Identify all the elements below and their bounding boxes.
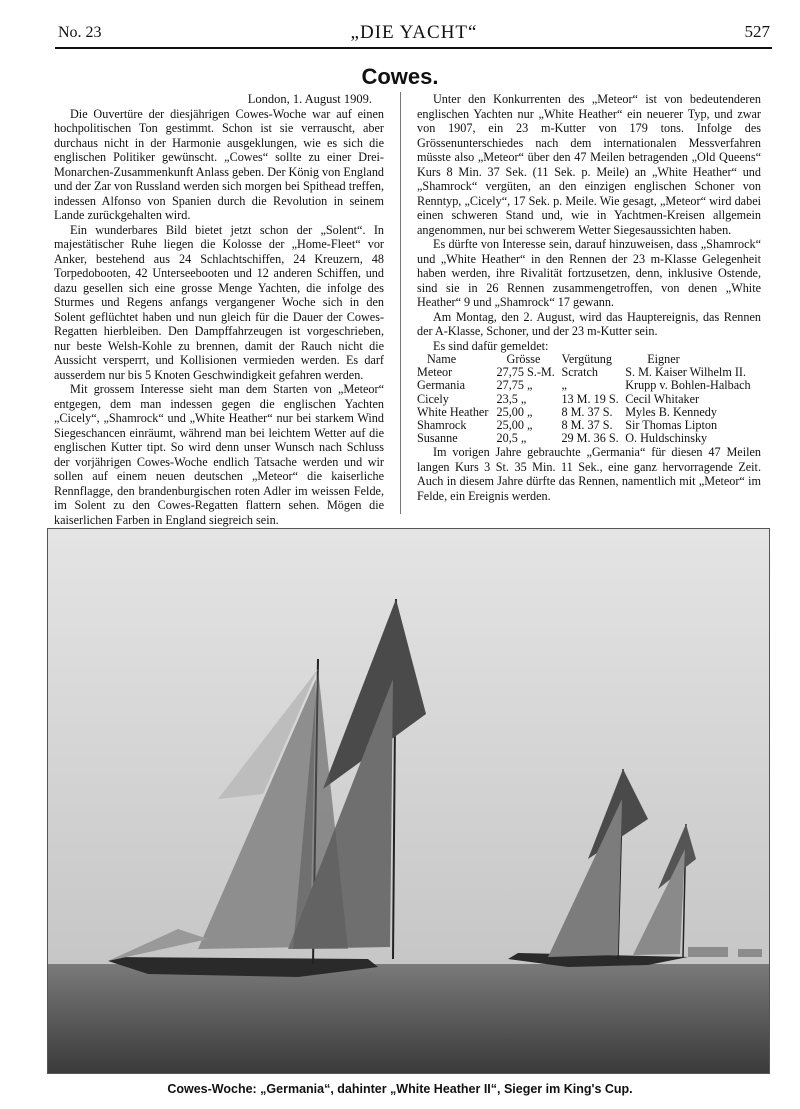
page-header (58, 22, 770, 46)
paragraph: Unter den Konkurrenten des „Meteor“ ist von bedeutenderen englischen Yachten nur „White Heather“ ein neuerer Typ, und zwar von 1907, ein 23 m-Kutter von 179 tons. Infolge des Grössenunterschiedes nach dem internationalen Messverfahren müsste also „Meteor“ über den 47 Meilen betragenden „Old Queens“ Kurs 8 Min. 37 Sek. (11 Sek. p. Meile) an „White Heather“ und „Shamrock“ vergüten, an den einzigen englischen Schoner von Renntyp, „Cicely“, 17 Sek. p. Meile. Wie gesagt, „Meteor“ wird dabei einen schweren Stand und, wie in Yachtmen-Kreisen allgemein angenommen, nur bei schwerem Wetter Siegesaussichten haben. (417, 92, 761, 237)
table-cell: 29 M. 36 S. (561, 431, 619, 446)
table-cell: Myles B. Kennedy (625, 404, 717, 419)
page-number: 527 (744, 22, 770, 41)
column-header: Vergütung (561, 352, 612, 366)
table-cell: Meteor (417, 365, 453, 380)
magazine-title: „DIE YACHT“ (350, 22, 478, 43)
photo-caption: Cowes-Woche: „Germania“, dahinter „White Heather II“, Sieger im King's Cup. (167, 1082, 633, 1096)
table-cell: 13 M. 19 S. (561, 391, 619, 406)
regatta-photograph (47, 528, 770, 1074)
table-cell: White Heather (417, 404, 489, 419)
table-cell: Cicely (417, 391, 449, 406)
table-cell: Scratch (561, 365, 598, 380)
paragraph: Mit grossem Interesse sieht man dem Starten von „Meteor“ entgegen, dem man indessen gegen die englischen Yachten „Cicely“, „Shamrock“ und „White Heather“ nur bei starkem Wind Siegeschancen einräumt, während man bei leichtem Wetter auf die englischen Kutter tipt. So wird denn unser Wunsch nach Schluss der vorjährigen Cowes-Woche endlich Tatsache werden und wir sollen auf einem neuen deutschen „Meteor“ die kaiserliche Rennflagge, den brandenburgischen roten Adler im weissen Felde, im Solent zu den Cowes-Regatten flattern sehen. Mögen die kaiserlichen Farben in England siegreich sein. (54, 382, 384, 527)
table-cell: S. M. Kaiser Wilhelm II. (625, 365, 747, 380)
table-row (417, 393, 765, 406)
column-divider (400, 92, 401, 514)
table-cell: Germania (417, 378, 466, 393)
right-column (417, 92, 761, 503)
table-cell: 23,5 „ (496, 391, 527, 406)
column-header: Name (427, 352, 457, 366)
table-row (417, 379, 765, 392)
table-cell: Sir Thomas Lipton (625, 418, 718, 433)
left-column (54, 92, 384, 527)
paragraph: Es dürfte von Interesse sein, darauf hinzuweisen, dass „Shamrock“ und „White Heather“ in den Rennen der 23 m-Klasse Gelegenheit haben werden, ihre Rivalität fortzusetzen, denn, inklusive Ostende, sind sie in 26 Rennen zusammengetroffen, von denen „White Heather“ 9 und „Shamrock“ 17 gewann. (417, 237, 761, 309)
schooner-illustration (48, 529, 769, 1073)
paragraph: Am Montag, den 2. August, wird das Hauptereignis, das Rennen der A-Klasse, Schoner, und der 23 m-Kutter sein. (417, 309, 761, 338)
table-cell: 20,5 „ (496, 431, 527, 446)
table-cell: 8 M. 37 S. (561, 404, 613, 419)
table-cell: 27,75 S.-M. (496, 365, 555, 380)
table-cell: 27,75 „ (496, 378, 533, 393)
column-header: Eigner (647, 352, 680, 366)
table-cell: 25,00 „ (496, 418, 533, 433)
table-row (417, 432, 765, 445)
table-cell: Krupp v. Bohlen-Halbach (625, 378, 751, 393)
paragraph: Im vorigen Jahre gebrauchte „Germania“ für diesen 47 Meilen langen Kurs 3 St. 35 Min. 11 Sek., eine ganz hervorragende Zeit. Auch in diesem Jahre dürfte das Rennen, namentlich mit „Meteor“ im Felde, ein Ereignis werden. (417, 445, 761, 503)
article-title: Cowes. (361, 64, 439, 89)
table-cell: 25,00 „ (496, 404, 533, 419)
table-cell: Shamrock (417, 418, 467, 433)
table-cell: O. Huldschinsky (625, 431, 708, 446)
table-cell: „ (561, 378, 567, 393)
table-cell: Susanne (417, 431, 458, 446)
paragraph: Ein wunderbares Bild bietet jetzt schon der „Solent“. In majestätischer Ruhe liegen die Kolosse der „Home-Fleet“ vor Anker, bestehend aus 24 Schlachtschiffen, 24 Kreuzern, 48 Torpedobooten, 42 Unterseebooten und 12 anderen Schiffen, und dazu gesellen sich eine grosse Menge Yachten, die infolge des Sturmes und Regens anfangs vergangener Woche sich in den Solent geflüchtet haben und nun gleich für die Dauer der Cowes-Regatten hierbleiben. Den Dampffahrzeugen ist vorgeschrieben, nur beste Welsh-Kohle zu brennen, damit der Rauch nicht die Aussicht versperrt, und Kollisionen vermieden werden. Es darf ausserdem nur bis 5 Knoten Geschwindigkeit gefahren werden. (54, 222, 384, 382)
entries-table (417, 353, 765, 445)
column-header: Grösse (506, 352, 541, 366)
issue-number: No. 23 (58, 24, 102, 41)
dateline: London, 1. August 1909. (247, 92, 372, 106)
header-rule (55, 47, 772, 49)
paragraph: Die Ouvertüre der diesjährigen Cowes-Woche war auf einen hochpolitischen Ton gestimmt. Schon ist sie verrauscht, aber durchaus nicht in der Harmonie ausgeklungen, wie es sich die englischen Politiker gewünscht. „Cowes“ sollte zu einer Drei-Monarchen-Zusammenkunft Anlass geben. Der König von England und der Zar von Russland werden sich morgen bei Spithead treffen, indessen Alfonso von Spanien durch die Revolution in seinem Lande zurückgehalten wird. (54, 106, 385, 222)
paragraph: Es sind dafür gemeldet: (433, 338, 549, 353)
sea (48, 964, 769, 1073)
table-cell: 8 M. 37 S. (561, 418, 613, 433)
table-cell: Cecil Whitaker (625, 391, 700, 406)
